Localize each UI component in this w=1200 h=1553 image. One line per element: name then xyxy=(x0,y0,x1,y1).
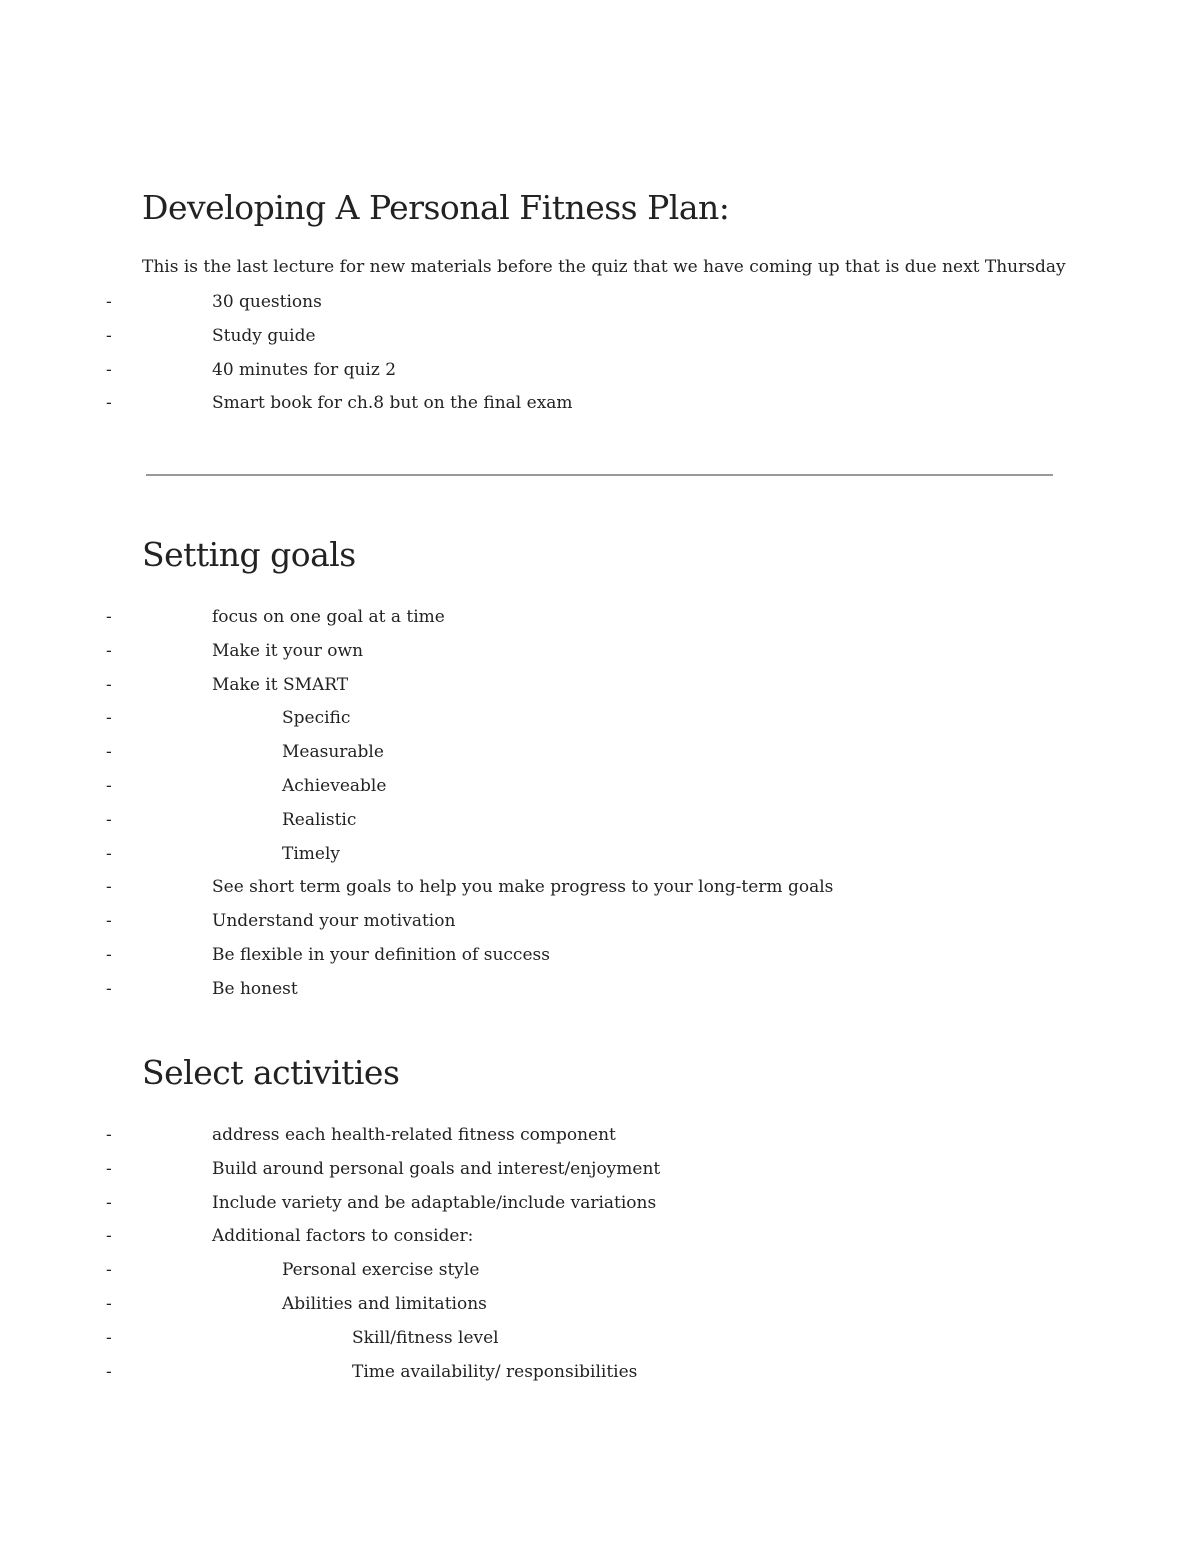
list-item xyxy=(106,973,833,1007)
bullet-dash: - xyxy=(106,775,112,796)
bullet-dash: - xyxy=(106,742,112,763)
bullet-dash: - xyxy=(106,1192,112,1213)
heading-setting-goals: Setting goals xyxy=(142,535,356,574)
list-item xyxy=(106,939,833,973)
bullet-dash: - xyxy=(106,1327,112,1348)
bullet-dash: - xyxy=(106,359,112,380)
list-item-text: Study guide xyxy=(212,325,316,346)
list-item-text: Build around personal goals and interest/enjoyment xyxy=(212,1158,661,1179)
bullet-dash: - xyxy=(106,640,112,661)
bullet-dash: - xyxy=(106,1260,112,1281)
list-item xyxy=(106,736,833,770)
bullet-dash: - xyxy=(106,978,112,999)
bullet-dash: - xyxy=(106,393,112,414)
list-item-text: Make it your own xyxy=(212,640,364,661)
list-item xyxy=(106,635,833,669)
bullet-dash: - xyxy=(106,325,112,346)
list-item-text: Personal exercise style xyxy=(282,1260,480,1281)
bullet-dash: - xyxy=(106,843,112,864)
list-item-text: Abilities and limitations xyxy=(282,1293,487,1314)
intro-text: This is the last lecture for new materials before the quiz that we have coming up that is due next Thursday xyxy=(142,257,1066,277)
list-item-text: Timely xyxy=(282,843,340,864)
list-item-text: Time availability/ responsibilities xyxy=(352,1361,638,1382)
list-item xyxy=(106,286,573,320)
bullet-dash: - xyxy=(106,1158,112,1179)
list-item xyxy=(106,669,833,703)
bullet-dash: - xyxy=(106,708,112,729)
list-item xyxy=(106,1220,660,1254)
list-item xyxy=(106,770,833,804)
divider xyxy=(146,474,1053,476)
list-item-text: Specific xyxy=(282,708,351,729)
list-item-text: Be flexible in your definition of success xyxy=(212,944,550,965)
bullet-dash: - xyxy=(106,292,112,312)
list-item-text: Make it SMART xyxy=(212,674,349,695)
list-item-text: Smart book for ch.8 but on the final exam xyxy=(212,393,573,414)
bullet-dash: - xyxy=(106,1293,112,1314)
list-item-text: 30 questions xyxy=(212,292,322,312)
list-item xyxy=(106,601,833,635)
bullet-dash: - xyxy=(106,944,112,965)
list-item-text: Additional factors to consider: xyxy=(212,1226,474,1247)
heading-select-activities: Select activities xyxy=(142,1053,400,1092)
goals-list xyxy=(106,601,834,1007)
bullet-dash: - xyxy=(106,877,112,898)
list-item xyxy=(106,1254,660,1288)
list-item xyxy=(106,1187,660,1221)
activities-list xyxy=(106,1119,661,1389)
list-item xyxy=(106,320,573,354)
bullet-dash: - xyxy=(106,674,112,695)
list-item xyxy=(106,905,833,939)
bullet-dash: - xyxy=(106,1361,112,1382)
list-item-text: See short term goals to help you make progress to your long-term goals xyxy=(212,877,834,898)
bullet-dash: - xyxy=(106,607,112,627)
bullet-dash: - xyxy=(106,911,112,932)
list-item-text: 40 minutes for quiz 2 xyxy=(212,359,397,380)
list-item-text: Be honest xyxy=(212,978,298,999)
list-item xyxy=(106,1119,660,1153)
list-item xyxy=(106,354,573,388)
bullet-dash: - xyxy=(106,1125,112,1145)
list-item-text: Realistic xyxy=(282,809,357,830)
intro-list xyxy=(106,286,573,421)
list-item xyxy=(106,838,833,872)
page-title: Developing A Personal Fitness Plan: xyxy=(142,188,730,227)
list-item-text: Include variety and be adaptable/include variations xyxy=(212,1192,657,1213)
list-item xyxy=(106,1356,660,1390)
list-item-text: Understand your motivation xyxy=(212,911,456,932)
list-item xyxy=(106,387,573,421)
list-item-text: Measurable xyxy=(282,742,384,763)
list-item xyxy=(106,1322,660,1356)
list-item xyxy=(106,1153,661,1187)
list-item xyxy=(106,871,834,905)
bullet-dash: - xyxy=(106,1226,112,1247)
bullet-dash: - xyxy=(106,809,112,830)
list-item-text: Skill/fitness level xyxy=(352,1327,499,1348)
list-item-text: focus on one goal at a time xyxy=(212,607,445,627)
list-item-text: Achieveable xyxy=(282,775,387,796)
list-item xyxy=(106,702,833,736)
list-item xyxy=(106,1288,660,1322)
list-item-text: address each health-related fitness component xyxy=(212,1125,616,1145)
list-item xyxy=(106,804,833,838)
